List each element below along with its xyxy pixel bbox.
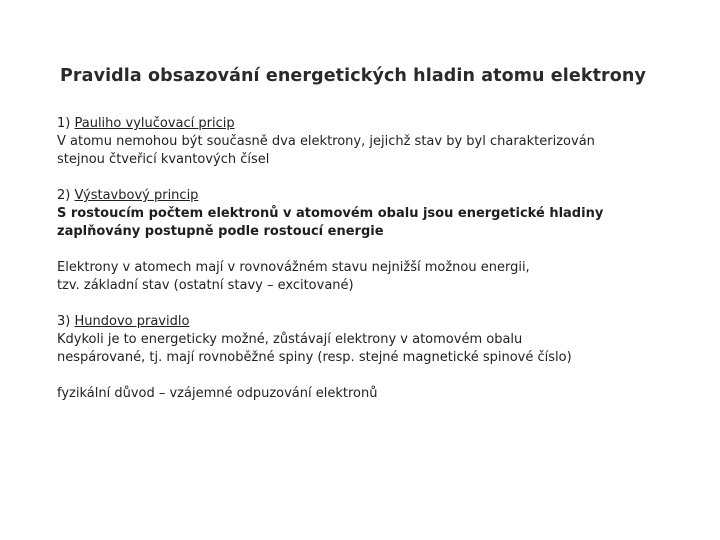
ground-state-line-1: Elektrony v atomech mají v rovnovážném stavu nejnižší možnou energii, — [57, 260, 530, 275]
slide-content — [57, 115, 697, 403]
spacer — [57, 367, 697, 385]
section-1-line-2: stejnou čtveřicí kvantových čísel — [57, 152, 270, 167]
section-2-heading — [57, 187, 697, 205]
spacer — [57, 241, 697, 259]
footer-note: fyzikální důvod – vzájemné odpuzování elektronů — [57, 386, 378, 401]
section-1-number: 1) — [57, 116, 71, 131]
section-2-line-2: zaplňovány postupně podle rostoucí energie — [57, 224, 384, 239]
section-3-line-2: nespárované, tj. mají rovnoběžné spiny (resp. stejné magnetické spinové číslo) — [57, 350, 572, 365]
spacer — [57, 295, 697, 313]
section-3-line-1: Kdykoli je to energeticky možné, zůstávají elektrony v atomovém obalu — [57, 332, 523, 347]
section-1-line-1: V atomu nemohou být současně dva elektrony, jejichž stav by byl charakterizován — [57, 134, 595, 149]
section-2-line-1: S rostoucím počtem elektronů v atomovém obalu jsou energetické hladiny — [57, 206, 604, 221]
section-1-heading — [57, 115, 697, 133]
section-1-title: Pauliho vylučovací pricip — [74, 116, 235, 131]
section-2-title: Výstavbový princip — [74, 188, 199, 203]
slide-title: Pravidla obsazování energetických hladin atomu elektrony — [60, 66, 646, 86]
ground-state-line-2: tzv. základní stav (ostatní stavy – excitované) — [57, 278, 354, 293]
section-2-number: 2) — [57, 188, 71, 203]
section-3-heading — [57, 313, 697, 331]
spacer — [57, 169, 697, 187]
section-3-title: Hundovo pravidlo — [74, 314, 190, 329]
section-3-number: 3) — [57, 314, 71, 329]
